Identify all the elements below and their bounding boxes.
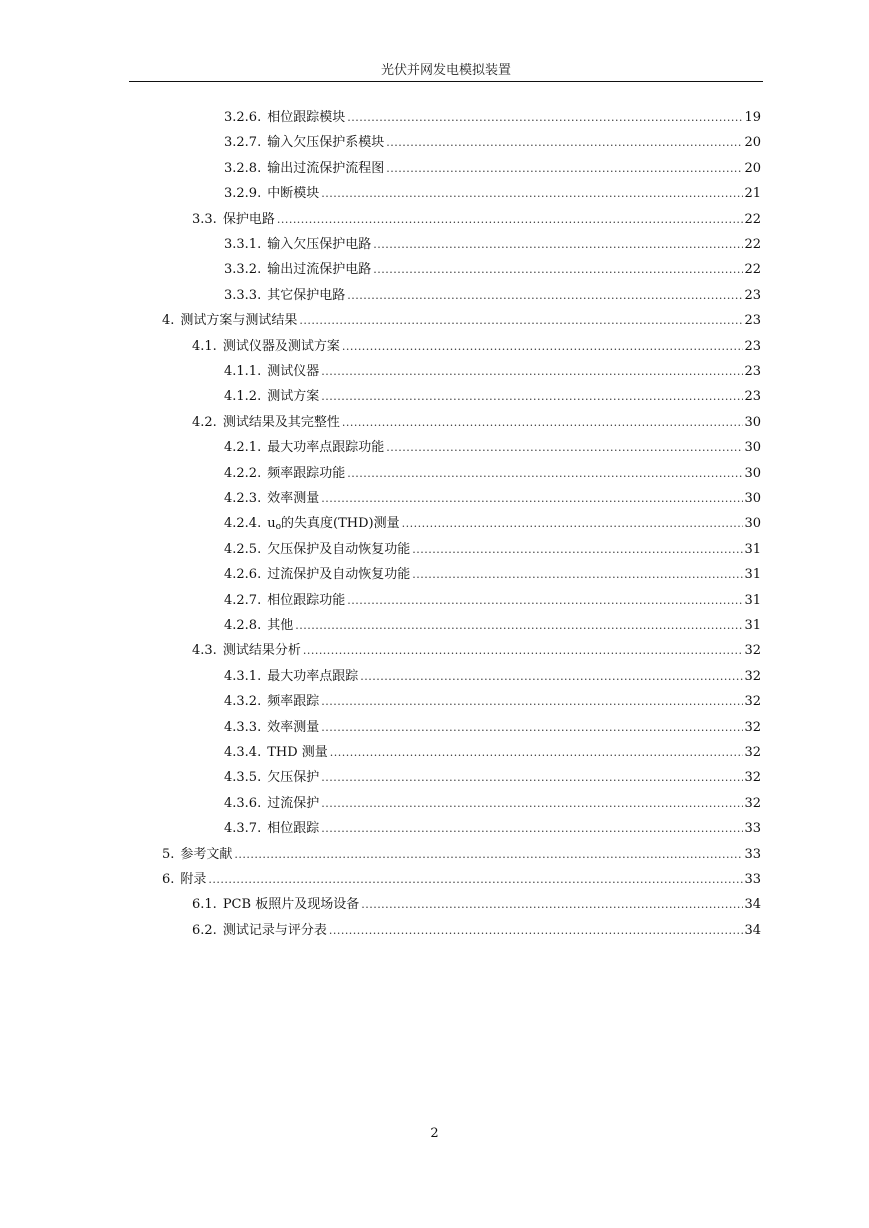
toc-dot-leader — [412, 537, 743, 562]
toc-entry[interactable] — [224, 461, 761, 486]
toc-entry-title-symbol: u — [267, 516, 276, 532]
toc-entry-number: 4.2.5. — [224, 541, 262, 557]
toc-entry[interactable] — [224, 613, 761, 638]
toc-entry-page: 23 — [744, 364, 761, 379]
toc-entry-title: 效率测量 — [267, 719, 320, 735]
toc-entry-title: 输入欠压保护电路 — [267, 237, 372, 252]
toc-entry-title: 测试结果分析 — [222, 643, 301, 659]
toc-entry-title: THD 测量 — [267, 745, 328, 760]
toc-entry-number: 4.1.2. — [224, 389, 262, 405]
toc-entry[interactable] — [224, 511, 761, 536]
toc-entry-number: 3.3. — [192, 211, 217, 227]
toc-entry-title: 测试记录与评分表 — [222, 922, 327, 938]
toc-entry[interactable] — [224, 791, 761, 816]
toc-entry-number: 4.2.2. — [224, 465, 262, 481]
toc-entry-page: 33 — [744, 872, 761, 887]
toc-entry[interactable] — [192, 918, 761, 943]
toc-entry-title: 相位跟踪功能 — [267, 592, 346, 608]
toc-entry-title: 过流保护及自动恢复功能 — [267, 567, 411, 583]
toc-dot-leader — [342, 334, 744, 359]
toc-entry[interactable] — [162, 842, 761, 867]
toc-entry-number: 3.3.3. — [224, 287, 262, 303]
header-rule — [129, 81, 763, 82]
toc-entry-number: 3.3.1. — [224, 237, 262, 252]
toc-entry-number: 3.2.9. — [224, 186, 262, 202]
toc-entry-title: 保护电路 — [222, 211, 275, 227]
toc-entry[interactable] — [224, 435, 761, 460]
toc-entry-page: 20 — [744, 135, 761, 151]
toc-entry-number: 4.3.6. — [224, 795, 262, 811]
toc-entry-page: 19 — [744, 110, 761, 125]
toc-entry-title-subscript: o — [275, 522, 282, 533]
toc-entry[interactable] — [224, 283, 761, 308]
toc-entry[interactable] — [192, 638, 761, 663]
toc-entry-number: 4.1.1. — [224, 364, 262, 379]
toc-entry-number: 3.2.7. — [224, 135, 262, 151]
toc-entry-title: 欠压保护 — [267, 770, 320, 786]
toc-entry-page: 32 — [744, 643, 761, 659]
toc-dot-leader — [321, 791, 743, 816]
toc-entry-page: 22 — [744, 211, 761, 227]
toc-entry-title: 相位跟踪 — [267, 821, 320, 837]
toc-entry-page: 23 — [744, 287, 761, 303]
toc-entry-number: 4.1. — [192, 338, 217, 354]
toc-dot-leader — [412, 562, 743, 587]
toc-entry-number: 4.3.5. — [224, 770, 262, 786]
toc-entry[interactable] — [224, 588, 761, 613]
toc-entry-page: 33 — [744, 846, 761, 862]
toc-dot-leader — [321, 715, 743, 740]
toc-entry-page: 20 — [744, 160, 761, 176]
toc-dot-leader — [347, 461, 743, 486]
toc-entry-number: 3.3.2. — [224, 262, 262, 278]
toc-entry[interactable] — [162, 867, 761, 892]
toc-dot-leader — [386, 130, 743, 155]
toc-entry-page: 30 — [744, 516, 761, 532]
toc-entry[interactable] — [224, 257, 761, 282]
toc-entry-title: 过流保护 — [267, 795, 320, 811]
toc-entry-title: 频率跟踪功能 — [267, 465, 346, 481]
toc-dot-leader — [347, 105, 743, 130]
toc-entry-number: 4. — [162, 313, 175, 329]
toc-entry-title: 测试仪器及测试方案 — [222, 338, 340, 354]
toc-entry-page: 31 — [744, 541, 761, 557]
toc-entry-page: 31 — [744, 567, 761, 583]
toc-entry-title: 频率跟踪 — [267, 694, 320, 710]
toc-dot-leader — [208, 867, 743, 892]
toc-entry-page: 22 — [744, 262, 761, 278]
toc-entry-title: 测试方案与测试结果 — [180, 313, 298, 329]
toc-dot-leader — [386, 435, 743, 460]
toc-entry-page: 30 — [744, 491, 761, 506]
toc-entry-number: 4.2.3. — [224, 491, 262, 506]
toc-entry-page: 32 — [744, 668, 761, 684]
toc-entry[interactable] — [224, 359, 761, 384]
toc-entry-number: 4.2.1. — [224, 440, 262, 456]
page-header-title: 光伏并网发电模拟装置 — [380, 63, 511, 78]
toc-dot-leader — [402, 511, 744, 536]
toc-entry-number: 4.2.7. — [224, 592, 262, 608]
toc-dot-leader — [299, 308, 743, 333]
toc-entry-page: 34 — [744, 897, 761, 913]
toc-entry-page: 32 — [744, 694, 761, 710]
toc-dot-leader — [295, 613, 743, 638]
toc-entry-title: 输入欠压保护系模块 — [267, 135, 385, 151]
toc-entry-number: 4.3. — [192, 643, 217, 659]
toc-entry-title: 效率测量 — [267, 491, 320, 506]
toc-entry-title: 附录 — [180, 872, 207, 887]
toc-dot-leader — [386, 156, 743, 181]
toc-entry-number: 4.2. — [192, 414, 217, 430]
toc-dot-leader — [347, 283, 743, 308]
toc-dot-leader — [330, 740, 744, 765]
toc-dot-leader — [321, 384, 743, 409]
toc-entry-number: 3.2.8. — [224, 160, 262, 176]
toc-entry-number: 4.2.6. — [224, 567, 262, 583]
toc-entry-page: 32 — [744, 745, 761, 760]
toc-dot-leader — [321, 181, 743, 206]
toc-entry-title: 参考文献 — [180, 846, 233, 862]
toc-entry-title: 测试方案 — [267, 389, 320, 405]
toc-entry[interactable] — [162, 308, 761, 333]
toc-dot-leader — [329, 918, 744, 943]
toc-entry[interactable] — [224, 562, 761, 587]
toc-entry[interactable] — [224, 664, 761, 689]
toc-entry-number: 4.2.8. — [224, 618, 262, 633]
toc-entry-page: 32 — [744, 770, 761, 786]
toc-dot-leader — [360, 664, 743, 689]
toc-entry[interactable] — [192, 410, 761, 435]
toc-entry[interactable] — [224, 740, 761, 765]
toc-entry-number: 4.3.3. — [224, 719, 262, 735]
toc-entry-title: 最大功率点跟踪功能 — [267, 440, 385, 456]
toc-dot-leader — [303, 638, 744, 663]
toc-entry-number: 4.2.4. — [224, 516, 262, 532]
toc-dot-leader — [321, 689, 743, 714]
toc-entry[interactable] — [224, 689, 761, 714]
toc-entry-page: 23 — [744, 338, 761, 354]
toc-entry-title: 测试仪器 — [267, 364, 320, 379]
toc-dot-leader — [321, 486, 743, 511]
toc-entry-page: 21 — [744, 186, 761, 202]
toc-entry-number: 4.3.4. — [224, 745, 262, 760]
toc-entry-page: 30 — [744, 465, 761, 481]
toc-entry-number: 6.1. — [192, 897, 217, 913]
toc-entry[interactable] — [224, 715, 761, 740]
page-number: 2 — [430, 1126, 439, 1141]
toc-entry[interactable] — [224, 486, 761, 511]
toc-entry-page: 32 — [744, 719, 761, 735]
toc-entry[interactable] — [192, 207, 761, 232]
toc-entry-page: 22 — [744, 237, 761, 252]
toc-entry-title: 相位跟踪模块 — [267, 110, 346, 125]
toc-entry-title: 其他 — [267, 618, 294, 633]
toc-entry-number: 4.3.2. — [224, 694, 262, 710]
toc-dot-leader — [321, 359, 743, 384]
toc-entry[interactable] — [192, 334, 761, 359]
toc-dot-leader — [342, 410, 744, 435]
toc-dot-leader — [373, 232, 743, 257]
toc-entry-number: 4.3.1. — [224, 668, 262, 684]
toc-entry-page: 31 — [744, 618, 761, 633]
toc-entry-title: 欠压保护及自动恢复功能 — [267, 541, 411, 557]
toc-entry[interactable] — [224, 765, 761, 790]
toc-entry-page: 33 — [744, 821, 761, 837]
toc-entry-number: 3.2.6. — [224, 110, 262, 125]
toc-entry-title: 输出过流保护电路 — [267, 262, 372, 278]
toc-entry-title-text: 的失真度(THD)测量 — [281, 516, 400, 532]
toc-entry[interactable] — [224, 537, 761, 562]
toc-entry-page: 31 — [744, 592, 761, 608]
toc-dot-leader — [321, 816, 743, 841]
toc-entry-page: 32 — [744, 795, 761, 811]
toc-entry[interactable] — [224, 384, 761, 409]
toc-entry[interactable] — [192, 892, 761, 917]
toc-dot-leader — [361, 892, 743, 917]
toc-entry[interactable] — [224, 130, 761, 155]
toc-dot-leader — [277, 207, 744, 232]
toc-entry-title: 中断模块 — [267, 186, 320, 202]
toc-entry-number: 5. — [162, 846, 175, 862]
toc-entry-title: PCB 板照片及现场设备 — [222, 897, 360, 913]
toc-entry-page: 30 — [744, 414, 761, 430]
toc-entry-page: 34 — [744, 922, 761, 938]
toc-entry-page: 23 — [744, 389, 761, 405]
toc-dot-leader — [234, 842, 743, 867]
toc-entry[interactable] — [224, 181, 761, 206]
toc-entry-number: 6.2. — [192, 922, 217, 938]
toc-entry[interactable] — [224, 232, 761, 257]
toc-dot-leader — [347, 588, 743, 613]
toc-dot-leader — [321, 765, 743, 790]
toc-dot-leader — [373, 257, 743, 282]
toc-entry-title: 最大功率点跟踪 — [267, 668, 359, 684]
toc-entry-page: 23 — [744, 313, 761, 329]
toc-entry[interactable] — [224, 816, 761, 841]
toc-entry-title: 其它保护电路 — [267, 287, 346, 303]
toc-entry-number: 6. — [162, 872, 175, 887]
toc-entry-title: 测试结果及其完整性 — [222, 414, 340, 430]
toc-entry-number: 4.3.7. — [224, 821, 262, 837]
toc-entry-page: 30 — [744, 440, 761, 456]
toc-entry[interactable] — [224, 105, 761, 130]
toc-entry[interactable] — [224, 156, 761, 181]
toc-entry-title: 输出过流保护流程图 — [267, 160, 385, 176]
